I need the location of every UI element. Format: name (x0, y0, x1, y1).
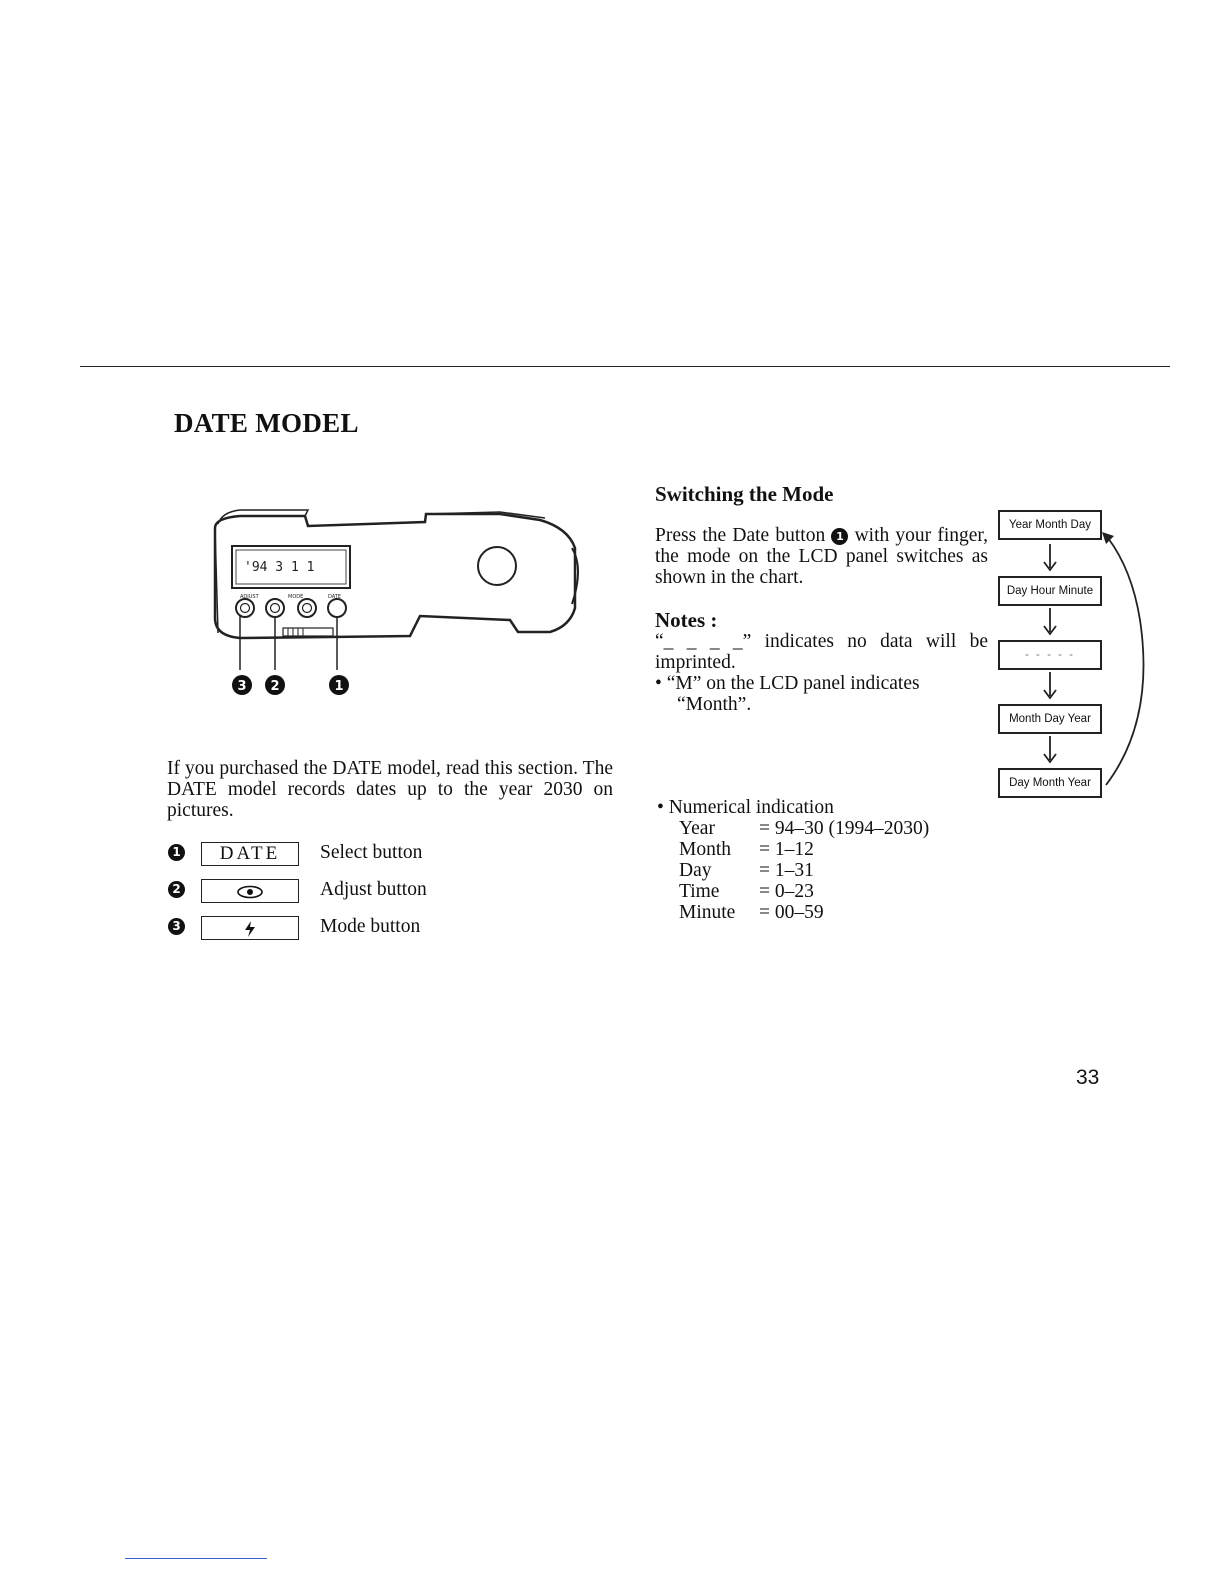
numerical-row-year (657, 818, 929, 839)
flow-box-month-day-year: Month Day Year (998, 704, 1102, 734)
note-month: • “M” on the LCD panel indicates (655, 673, 920, 694)
numerical-label: Year (679, 818, 715, 839)
numerical-row-month (657, 839, 929, 860)
lcd-text: '94 3 1 1 (244, 560, 315, 575)
callout-3: 3 (237, 679, 247, 694)
numerical-label: Minute (679, 902, 736, 923)
page-title: DATE MODEL (174, 408, 359, 438)
callout-2: 2 (270, 679, 280, 694)
flow-box-year-month-day: Year Month Day (998, 510, 1102, 540)
switching-heading: Switching the Mode (655, 482, 834, 506)
panel-label-date: DATE (328, 594, 342, 600)
note-no-data: “_ _ _ _” indicates no data will be imprinted. (655, 631, 988, 673)
switching-paragraph (655, 525, 988, 588)
numerical-value: = 1–31 (759, 860, 814, 881)
panel-label-adjust: ADJUST (240, 594, 259, 600)
flow-box-no-data: - - - - - (998, 640, 1102, 670)
numerical-label: Time (679, 881, 720, 902)
note-month-continued: “Month”. (677, 694, 752, 715)
numerical-row-time (657, 881, 929, 902)
numerical-row-minute (657, 902, 929, 923)
flash-icon (243, 920, 257, 938)
legend-number: 2 (168, 881, 185, 898)
camera-illustration (200, 508, 590, 698)
date-key-box: DATE (201, 842, 299, 866)
page-number: 33 (1076, 1066, 1100, 1089)
notes-heading: Notes : (655, 608, 718, 632)
footer-line (125, 1558, 267, 1559)
inline-number: 1 (831, 528, 848, 545)
legend-description: Adjust button (320, 879, 427, 900)
numerical-heading: • Numerical indication (657, 797, 834, 818)
numerical-value: = 00–59 (759, 902, 824, 923)
numerical-label: Month (679, 839, 732, 860)
flow-box-day-month-year: Day Month Year (998, 768, 1102, 798)
mode-key-box (201, 916, 299, 940)
switching-text-after: with your finger, the mode on the LCD panel switches as shown in the chart. (655, 525, 989, 588)
switching-text-before: Press the Date button (655, 525, 826, 546)
numerical-label: Day (679, 860, 712, 881)
legend-number: 3 (168, 918, 185, 935)
legend-description: Select button (320, 842, 423, 863)
callout-1: 1 (334, 679, 344, 694)
notes-body (655, 631, 988, 715)
numerical-value: = 94–30 (1994–2030) (759, 818, 930, 839)
adjust-key-box (201, 879, 299, 903)
top-rule (80, 366, 1170, 367)
eye-icon (236, 885, 264, 899)
numerical-indication (657, 797, 929, 923)
legend-number: 1 (168, 844, 185, 861)
numerical-row-day (657, 860, 929, 881)
numerical-value: = 0–23 (759, 881, 814, 902)
camera-drawing (200, 508, 590, 698)
panel-label-mode: MODE (288, 594, 304, 600)
intro-paragraph: If you purchased the DATE model, read this section. The DATE model records dates up to the year 2030 on pictures. (167, 758, 613, 821)
mode-flow-chart (990, 500, 1160, 810)
legend-description: Mode button (320, 916, 421, 937)
flow-box-day-hour-minute: Day Hour Minute (998, 576, 1102, 606)
numerical-value: = 1–12 (759, 839, 814, 860)
